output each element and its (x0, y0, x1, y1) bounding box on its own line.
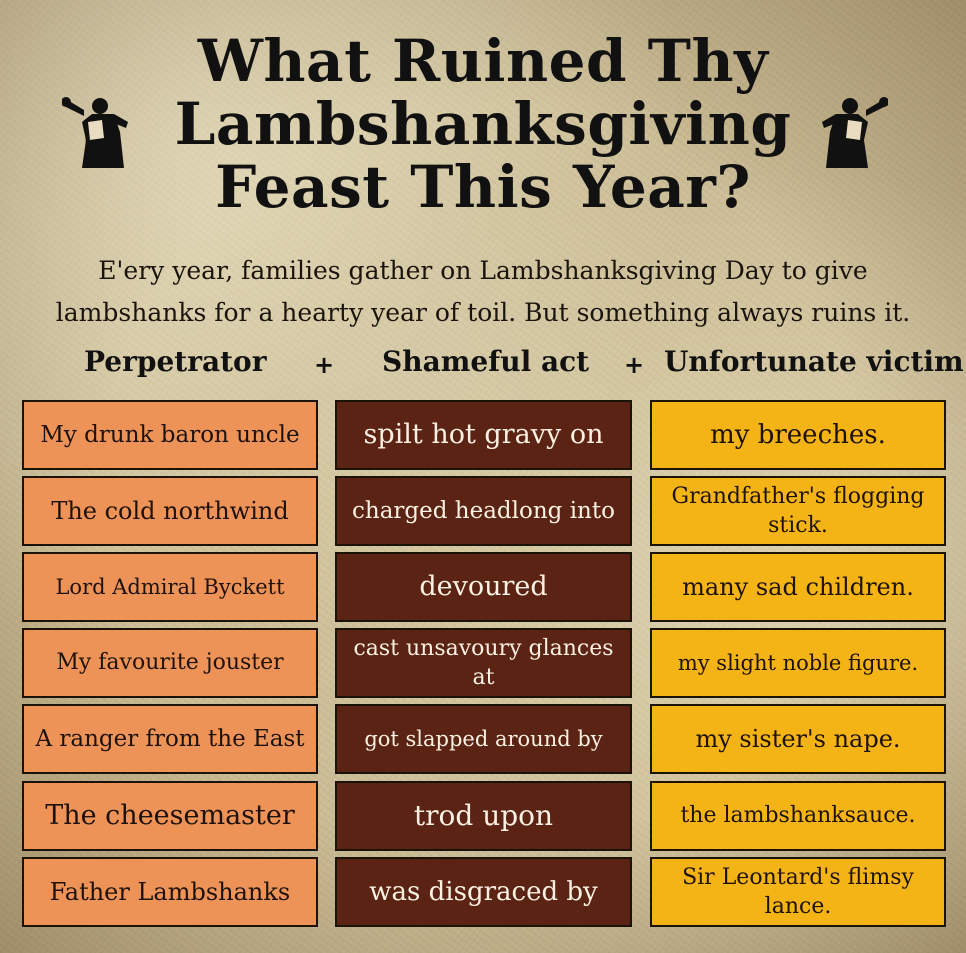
plus-sign: + (314, 351, 335, 379)
act-card (335, 552, 632, 622)
victim-card (650, 476, 946, 546)
victim-card (650, 857, 946, 927)
victim-card (650, 628, 946, 698)
act-card (335, 628, 632, 698)
act-card (335, 704, 632, 774)
column-header-perpetrator: Perpetrator (84, 345, 267, 378)
act-card (335, 781, 632, 851)
intro-text: E'ery year, families gather on Lambshanksgiving Day to give lambshanks for a hearty year of toil. But something always ruins it. (55, 256, 911, 327)
perpetrator-text: Lord Admiral Byckett (55, 575, 285, 599)
victim-text: my slight noble figure. (677, 651, 919, 675)
column-header-act: Shameful act (382, 345, 590, 378)
perpetrator-text: The cheesemaster (45, 800, 295, 831)
victim-text: Grandfather's flogging stick. (671, 484, 925, 538)
act-card (335, 857, 632, 927)
perpetrator-card (22, 781, 318, 851)
act-text: got slapped around by (364, 727, 603, 751)
perpetrator-text: The cold northwind (51, 497, 289, 525)
act-text: spilt hot gravy on (363, 419, 604, 450)
victim-card (650, 781, 946, 851)
perpetrator-card (22, 552, 318, 622)
act-card (335, 476, 632, 546)
victim-text: my breeches. (710, 420, 886, 450)
victim-card (650, 552, 946, 622)
plus-sign: + (624, 351, 645, 379)
victim-card (650, 704, 946, 774)
perpetrator-card (22, 476, 318, 546)
perpetrator-text: A ranger from the East (35, 726, 305, 752)
act-text: was disgraced by (369, 877, 598, 907)
perpetrator-text: My drunk baron uncle (40, 422, 300, 448)
trumpeter-herald-icon (818, 92, 888, 170)
column-header-victim: Unfortunate victim (664, 345, 964, 378)
perpetrator-text: Father Lambshanks (49, 878, 291, 906)
act-text: cast unsavoury glances at (353, 636, 614, 690)
act-text: devoured (419, 571, 548, 602)
victim-text: my sister's nape. (695, 725, 901, 753)
victim-text: many sad children. (682, 573, 914, 601)
act-text: charged headlong into (352, 498, 615, 524)
victim-text: Sir Leontard's flimsy lance. (682, 865, 914, 919)
act-text: trod upon (413, 799, 554, 832)
victim-text: the lambshanksauce. (680, 803, 916, 828)
victim-card (650, 400, 946, 470)
perpetrator-text: My favourite jouster (56, 650, 284, 675)
page-title: What Ruined Thy Lambshanksgiving Feast This Year? (174, 27, 792, 221)
perpetrator-card (22, 400, 318, 470)
trumpeter-herald-icon (62, 92, 132, 170)
act-card (335, 400, 632, 470)
perpetrator-card (22, 628, 318, 698)
perpetrator-card (22, 857, 318, 927)
perpetrator-card (22, 704, 318, 774)
